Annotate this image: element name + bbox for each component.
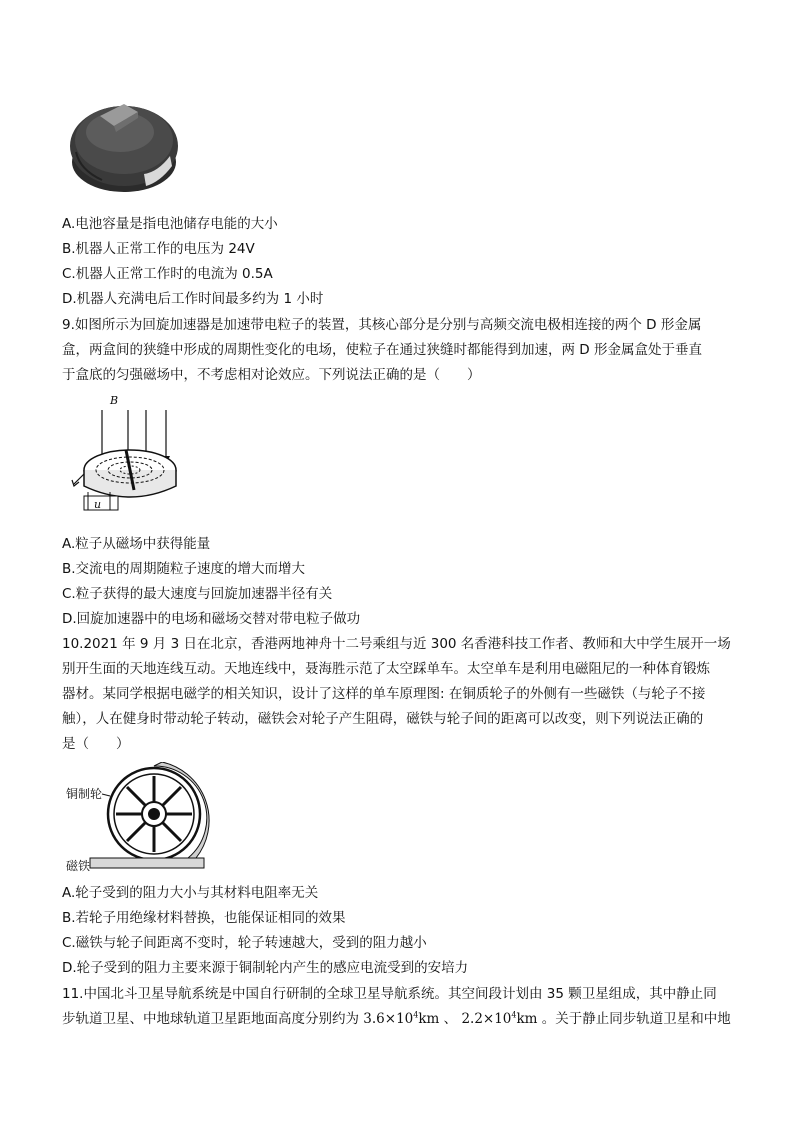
q10-option-d: D.轮子受到的阻力主要来源于铜制轮内产生的感应电流受到的安培力 bbox=[62, 960, 469, 976]
magnet-label: 磁铁 bbox=[66, 859, 91, 873]
q9-stem-line: 盒，两盒间的狭缝中形成的周期性变化的电场，使粒子在通过狭缝时都能得到加速，两 D 形金属盒处于垂直 bbox=[62, 342, 702, 358]
q9-stem-line: 于盒底的匀强磁场中，不考虑相对论效应。下列说法正确的是（ ） bbox=[62, 367, 481, 383]
q8-option-c: C.机器人正常工作时的电流为 0.5A bbox=[62, 266, 273, 282]
q10-stem-line: 器材。某同学根据电磁学的相关知识，设计了这样的单车原理图: 在铜质轮子的外侧有一些磁铁（与轮子不接 bbox=[62, 686, 706, 702]
q10-stem-line: 触），人在健身时带动轮子转动，磁铁会对轮子产生阻碍，磁铁与轮子间的距离可以改变，则下列说法正确的 bbox=[62, 711, 704, 727]
q10-stem-line: 别开生面的天地连线互动。天地连线中，聂海胜示范了太空踩单车。太空单车是利用电磁阻尼的一种体育锻炼 bbox=[62, 661, 710, 677]
q9-option-c: C.粒子获得的最大速度与回旋加速器半径有关 bbox=[62, 586, 333, 602]
q10-option-c: C.磁铁与轮子间距离不变时，轮子转速越大，受到的阻力越小 bbox=[62, 935, 427, 951]
q11-stem-line: 11.中国北斗卫星导航系统是中国自行研制的全球卫星导航系统。其空间段计划由 35 颗卫星组成，其中静止同 bbox=[62, 986, 717, 1002]
q8-option-b: B.机器人正常工作的电压为 24V bbox=[62, 241, 255, 257]
q10-stem-line: 是（ ） bbox=[62, 736, 130, 752]
q9-stem-line: 9.如图所示为回旋加速器是加速带电粒子的装置，其核心部分是分别与高频交流电极相连接的两个 D 形金属 bbox=[62, 317, 702, 333]
q10-option-a: A.轮子受到的阻力大小与其材料电阻率无关 bbox=[62, 885, 319, 901]
q9-option-d: D.回旋加速器中的电场和磁场交替对带电粒子做功 bbox=[62, 611, 361, 627]
magnetic-field-label: B bbox=[110, 394, 119, 407]
q11-height-meo: $2.2\times 10^4km$ bbox=[461, 1010, 538, 1027]
q11-text-a: 步轨道卫星、中地球轨道卫星距地面高度分别约为 bbox=[62, 1011, 359, 1027]
q10-option-b: B.若轮子用绝缘材料替换，也能保证相同的效果 bbox=[62, 910, 346, 926]
q9-option-a: A.粒子从磁场中获得能量 bbox=[62, 536, 211, 552]
voltage-label: u bbox=[94, 498, 102, 511]
q10-stem-line: 10.2021 年 9 月 3 日在北京，香港两地神舟十二号乘组与近 300 名香港科技工作者、教师和大中学生展开一场 bbox=[62, 636, 731, 652]
q11-height-geo: $3.6\times 10^4km$ bbox=[363, 1010, 440, 1027]
q11-separator: 、 bbox=[443, 1011, 458, 1027]
q8-option-d: D.机器人充满电后工作时间最多约为 1 小时 bbox=[62, 291, 324, 307]
q9-option-b: B.交流电的周期随粒子速度的增大而增大 bbox=[62, 561, 306, 577]
cyclotron-figure bbox=[70, 392, 188, 524]
q11-text-b: 。关于静止同步轨道卫星和中地 bbox=[541, 1011, 731, 1027]
copper-wheel-label: 铜制轮 bbox=[66, 787, 103, 801]
robot-vacuum-figure bbox=[66, 96, 184, 200]
copper-wheel-figure bbox=[62, 762, 212, 878]
q11-stem-line-2 bbox=[62, 1010, 731, 1028]
q8-option-a: A.电池容量是指电池储存电能的大小 bbox=[62, 216, 278, 232]
